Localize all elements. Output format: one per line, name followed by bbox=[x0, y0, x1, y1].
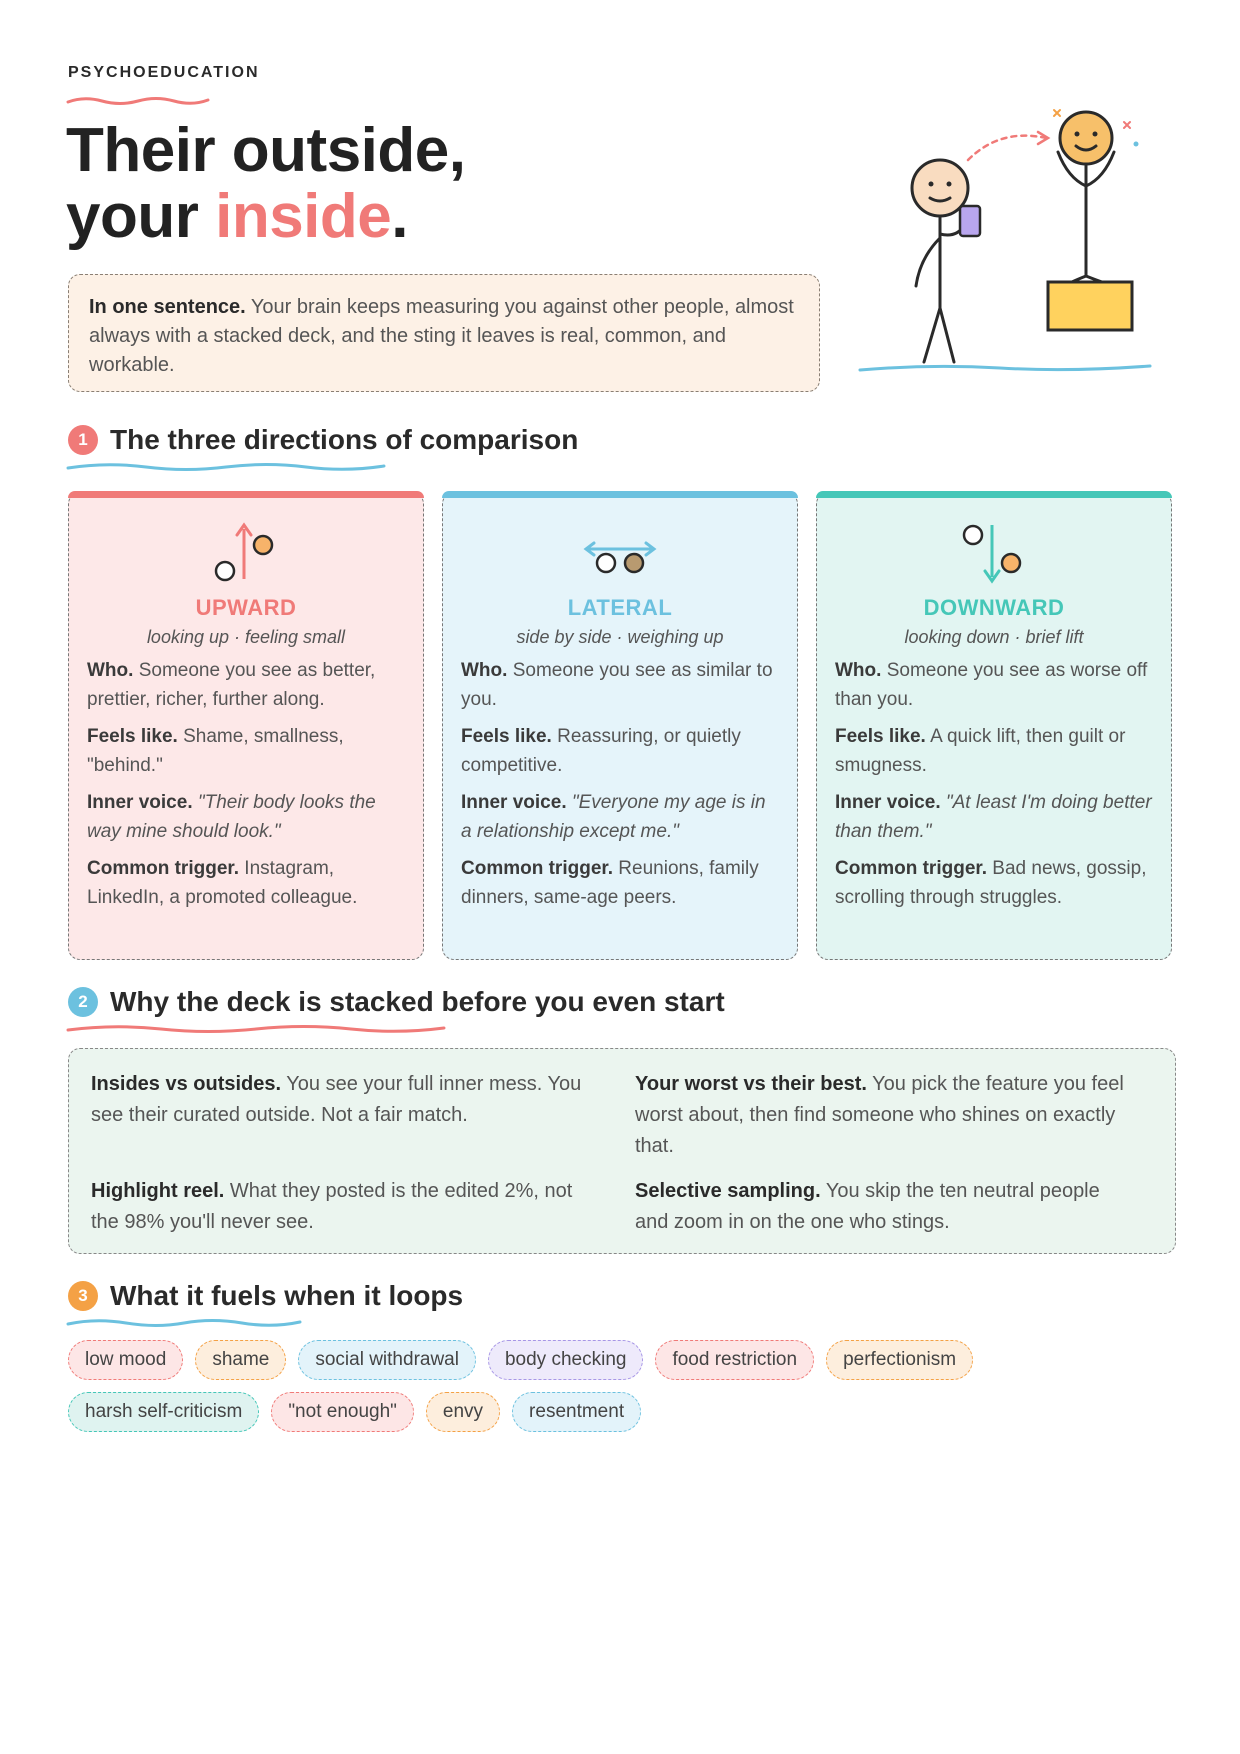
tag-body-checking: body checking bbox=[488, 1340, 643, 1380]
card-upward-title: UPWARD bbox=[195, 595, 297, 620]
card-downward-trigger bbox=[835, 854, 1153, 912]
voice-label: Inner voice. bbox=[461, 792, 567, 813]
trigger-text: Bad news, gossip, scrolling through struggles. bbox=[835, 858, 1147, 908]
lateral-arrow-icon bbox=[580, 521, 660, 585]
voice-text: "Everyone my age is in a relationship except me." bbox=[461, 792, 766, 842]
tag-social-withdrawal: social withdrawal bbox=[298, 1340, 476, 1380]
title-line-2-post: . bbox=[391, 182, 408, 251]
voice-text: "At least I'm doing better than them." bbox=[835, 792, 1152, 842]
stacked-item-text: You pick the feature you feel worst about, then find someone who shines on exactly that. bbox=[635, 1073, 1124, 1157]
section-2-title: Why the deck is stacked before you even start bbox=[110, 986, 725, 1017]
phone-icon bbox=[960, 206, 980, 236]
stacked-item-highlight-reel bbox=[91, 1176, 591, 1238]
effects-tag-list bbox=[68, 1340, 1168, 1432]
card-lateral-feels bbox=[461, 722, 779, 780]
title-line-2-pre: your bbox=[66, 182, 216, 251]
card-upward bbox=[68, 492, 424, 960]
voice-label: Inner voice. bbox=[87, 792, 193, 813]
card-lateral-who bbox=[461, 656, 779, 714]
eyebrow-label: PSYCHOEDUCATION bbox=[68, 64, 260, 81]
feels-label: Feels like. bbox=[835, 726, 926, 747]
stacked-item-text: You see your full inner mess. You see their curated outside. Not a fair match. bbox=[91, 1073, 582, 1126]
tag-envy: envy bbox=[426, 1392, 500, 1432]
tag-shame: shame bbox=[195, 1340, 286, 1380]
feels-text: Shame, smallness, "behind." bbox=[87, 726, 344, 776]
ground-line bbox=[860, 366, 1150, 370]
stacked-item-insides bbox=[91, 1069, 591, 1131]
eyebrow-underline bbox=[66, 94, 210, 108]
card-downward-subtitle: looking down · brief lift bbox=[904, 627, 1084, 647]
title-accent-word: inside bbox=[215, 182, 392, 251]
card-upward-who bbox=[87, 656, 405, 714]
trigger-label: Common trigger. bbox=[87, 858, 240, 879]
card-upward-feels bbox=[87, 722, 405, 780]
stacked-item-label: Your worst vs their best. bbox=[635, 1073, 867, 1095]
comparison-illustration bbox=[850, 108, 1170, 378]
upward-arrow-icon bbox=[211, 521, 281, 585]
summary-lead: In one sentence. bbox=[89, 296, 246, 318]
card-upward-trigger bbox=[87, 854, 405, 912]
section-1-number: 1 bbox=[68, 425, 98, 455]
card-downward-voice bbox=[835, 788, 1153, 846]
card-downward-who bbox=[835, 656, 1153, 714]
page-title bbox=[66, 118, 465, 250]
section-2-number: 2 bbox=[68, 987, 98, 1017]
looking-figure bbox=[912, 160, 968, 362]
feels-label: Feels like. bbox=[87, 726, 178, 747]
card-lateral-voice bbox=[461, 788, 779, 846]
who-label: Who. bbox=[461, 660, 508, 681]
who-text: Someone you see as similar to you. bbox=[461, 660, 773, 710]
pedestal-box bbox=[1048, 282, 1132, 330]
section-3-underline bbox=[66, 1316, 302, 1330]
who-label: Who. bbox=[87, 660, 134, 681]
section-3-number: 3 bbox=[68, 1281, 98, 1311]
card-downward-accent-bar bbox=[816, 491, 1172, 498]
card-downward-feels bbox=[835, 722, 1153, 780]
title-line-1: Their outside, bbox=[66, 116, 466, 185]
who-text: Someone you see as worse off than you. bbox=[835, 660, 1148, 710]
summary-box bbox=[68, 274, 820, 392]
stacked-item-label: Insides vs outsides. bbox=[91, 1073, 282, 1095]
card-downward bbox=[816, 492, 1172, 960]
card-lateral-trigger bbox=[461, 854, 779, 912]
feels-text: Reassuring, or quietly competitive. bbox=[461, 726, 741, 776]
stacked-item-selective-sampling bbox=[635, 1176, 1135, 1238]
tag-harsh-self-criticism: harsh self-criticism bbox=[68, 1392, 259, 1432]
section-2-underline bbox=[66, 1022, 446, 1036]
card-lateral-accent-bar bbox=[442, 491, 798, 498]
trigger-text: Reunions, family dinners, same-age peers. bbox=[461, 858, 759, 908]
card-upward-voice bbox=[87, 788, 405, 846]
section-1-title: The three directions of comparison bbox=[110, 424, 579, 455]
stacked-item-label: Selective sampling. bbox=[635, 1180, 821, 1202]
stacked-deck-box bbox=[68, 1048, 1176, 1254]
card-lateral-title: LATERAL bbox=[567, 595, 673, 620]
card-upward-accent-bar bbox=[68, 491, 424, 498]
card-upward-subtitle: looking up · feeling small bbox=[146, 627, 346, 647]
section-3-heading bbox=[68, 1280, 463, 1312]
stacked-item-text: You skip the ten neutral people and zoom in on the one who stings. bbox=[635, 1180, 1100, 1233]
trigger-label: Common trigger. bbox=[835, 858, 988, 879]
who-text: Someone you see as better, prettier, richer, further along. bbox=[87, 660, 376, 710]
section-2-heading bbox=[68, 986, 725, 1018]
trigger-text: Instagram, LinkedIn, a promoted colleague. bbox=[87, 858, 358, 908]
stacked-item-label: Highlight reel. bbox=[91, 1180, 225, 1202]
section-1-underline bbox=[66, 460, 386, 474]
card-lateral-subtitle: side by side · weighing up bbox=[516, 627, 724, 647]
card-downward-title: DOWNWARD bbox=[923, 595, 1065, 620]
stacked-item-worst-vs-best bbox=[635, 1069, 1135, 1162]
voice-text: "Their body looks the way mine should look." bbox=[87, 792, 376, 842]
gaze-arrow bbox=[968, 136, 1046, 160]
tag-resentment: resentment bbox=[512, 1392, 641, 1432]
tag-food-restriction: food restriction bbox=[655, 1340, 814, 1380]
downward-arrow-icon bbox=[959, 521, 1029, 585]
pedestal-figure bbox=[1058, 112, 1114, 282]
feels-label: Feels like. bbox=[461, 726, 552, 747]
summary-text: Your brain keeps measuring you against other people, almost always with a stacked deck, and the sting it leaves is real, common, and workable. bbox=[89, 296, 794, 376]
tag-perfectionism: perfectionism bbox=[826, 1340, 973, 1380]
section-3-title: What it fuels when it loops bbox=[110, 1280, 464, 1311]
feels-text: A quick lift, then guilt or smugness. bbox=[835, 726, 1126, 776]
stacked-item-text: What they posted is the edited 2%, not the 98% you'll never see. bbox=[91, 1180, 573, 1233]
tag-low-mood: low mood bbox=[68, 1340, 183, 1380]
who-label: Who. bbox=[835, 660, 882, 681]
voice-label: Inner voice. bbox=[835, 792, 941, 813]
section-1-heading bbox=[68, 424, 578, 456]
trigger-label: Common trigger. bbox=[461, 858, 614, 879]
card-lateral bbox=[442, 492, 798, 960]
tag-not-enough: "not enough" bbox=[271, 1392, 414, 1432]
